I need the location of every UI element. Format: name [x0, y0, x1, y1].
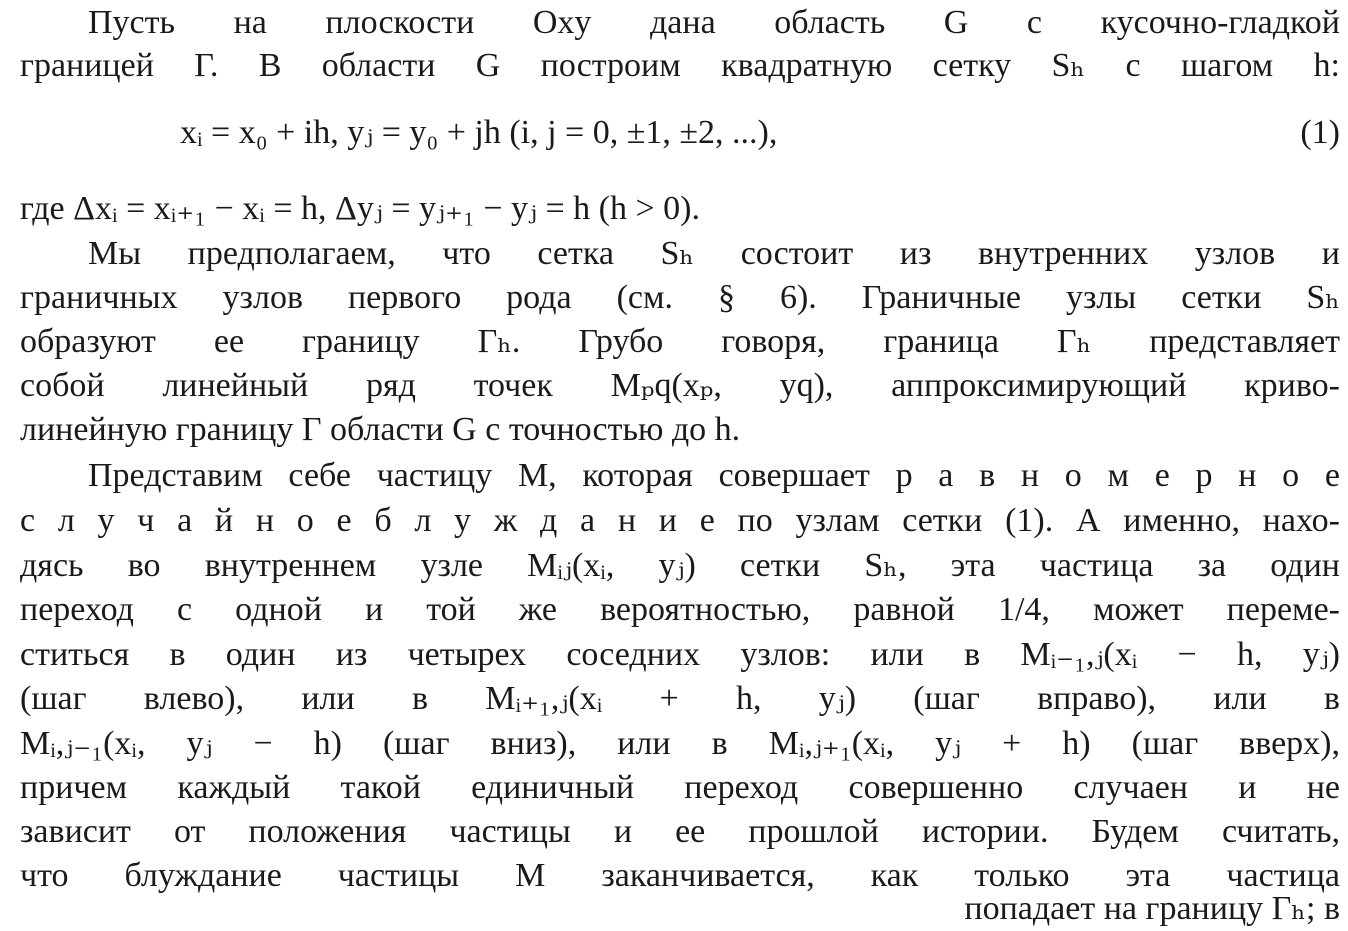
text-line-9: Представим себе частицу M, которая совершает р а в н о м е р н о е	[88, 457, 1340, 494]
text-line-5: граничных узлов первого рода (см. § 6). Граничные узлы сетки Sₕ	[20, 279, 1340, 316]
text-line-3: где Δxᵢ = xᵢ₊₁ − xᵢ = h, Δyⱼ = yⱼ₊₁ − yⱼ = h (h > 0).	[20, 190, 700, 227]
formula-number: (1)	[1300, 114, 1340, 151]
text-line-7: собой линейный ряд точек Mₚq(xₚ, yq), аппроксимирующий криво-	[20, 367, 1340, 404]
text-line-19: попадает на границу Γₕ; в	[964, 890, 1340, 927]
formula-expression: xᵢ = x₀ + ih, yⱼ = y₀ + jh (i, j = 0, ±1, ±2, ...),	[180, 114, 778, 151]
formula-1	[20, 110, 1340, 156]
text-line-16: причем каждый такой единичный переход совершенно случаен и не	[20, 769, 1340, 806]
text-line-11: дясь во внутреннем узле Mᵢⱼ(xᵢ, yⱼ) сетки Sₕ, эта частица за один	[20, 547, 1340, 584]
text-line-8: линейную границу Γ области G с точностью до h.	[20, 411, 741, 448]
text-line-12: переход с одной и той же вероятностью, равной 1/4, может переме-	[20, 591, 1340, 628]
text-line-13: ститься в один из четырех соседних узлов: или в Mᵢ₋₁,ⱼ(xᵢ − h, yⱼ)	[20, 636, 1340, 673]
text-line-18: что блуждание частицы M заканчивается, как только эта частица	[20, 857, 1340, 894]
text-line-4: Мы предполагаем, что сетка Sₕ состоит из внутренних узлов и	[88, 235, 1340, 272]
text-line-6: образуют ее границу Γₕ. Грубо говоря, граница Γₕ представляет	[20, 323, 1340, 360]
text-line-2: границей Γ. В области G построим квадратную сетку Sₕ с шагом h:	[20, 47, 1340, 84]
text-line-17: зависит от положения частицы и ее прошлой истории. Будем считать,	[20, 813, 1340, 850]
text-line-10: с л у ч а й н о е б л у ж д а н и е по узлам сетки (1). А именно, нахо-	[20, 502, 1340, 539]
text-line-15: Mᵢ,ⱼ₋₁(xᵢ, yⱼ − h) (шаг вниз), или в Mᵢ,ⱼ₊₁(xᵢ, yⱼ + h) (шаг вверх),	[20, 725, 1340, 762]
text-line-1: Пусть на плоскости Oxy дана область G с кусочно-гладкой	[88, 4, 1340, 41]
text-line-14: (шаг влево), или в Mᵢ₊₁,ⱼ(xᵢ + h, yⱼ) (шаг вправо), или в	[20, 680, 1340, 717]
